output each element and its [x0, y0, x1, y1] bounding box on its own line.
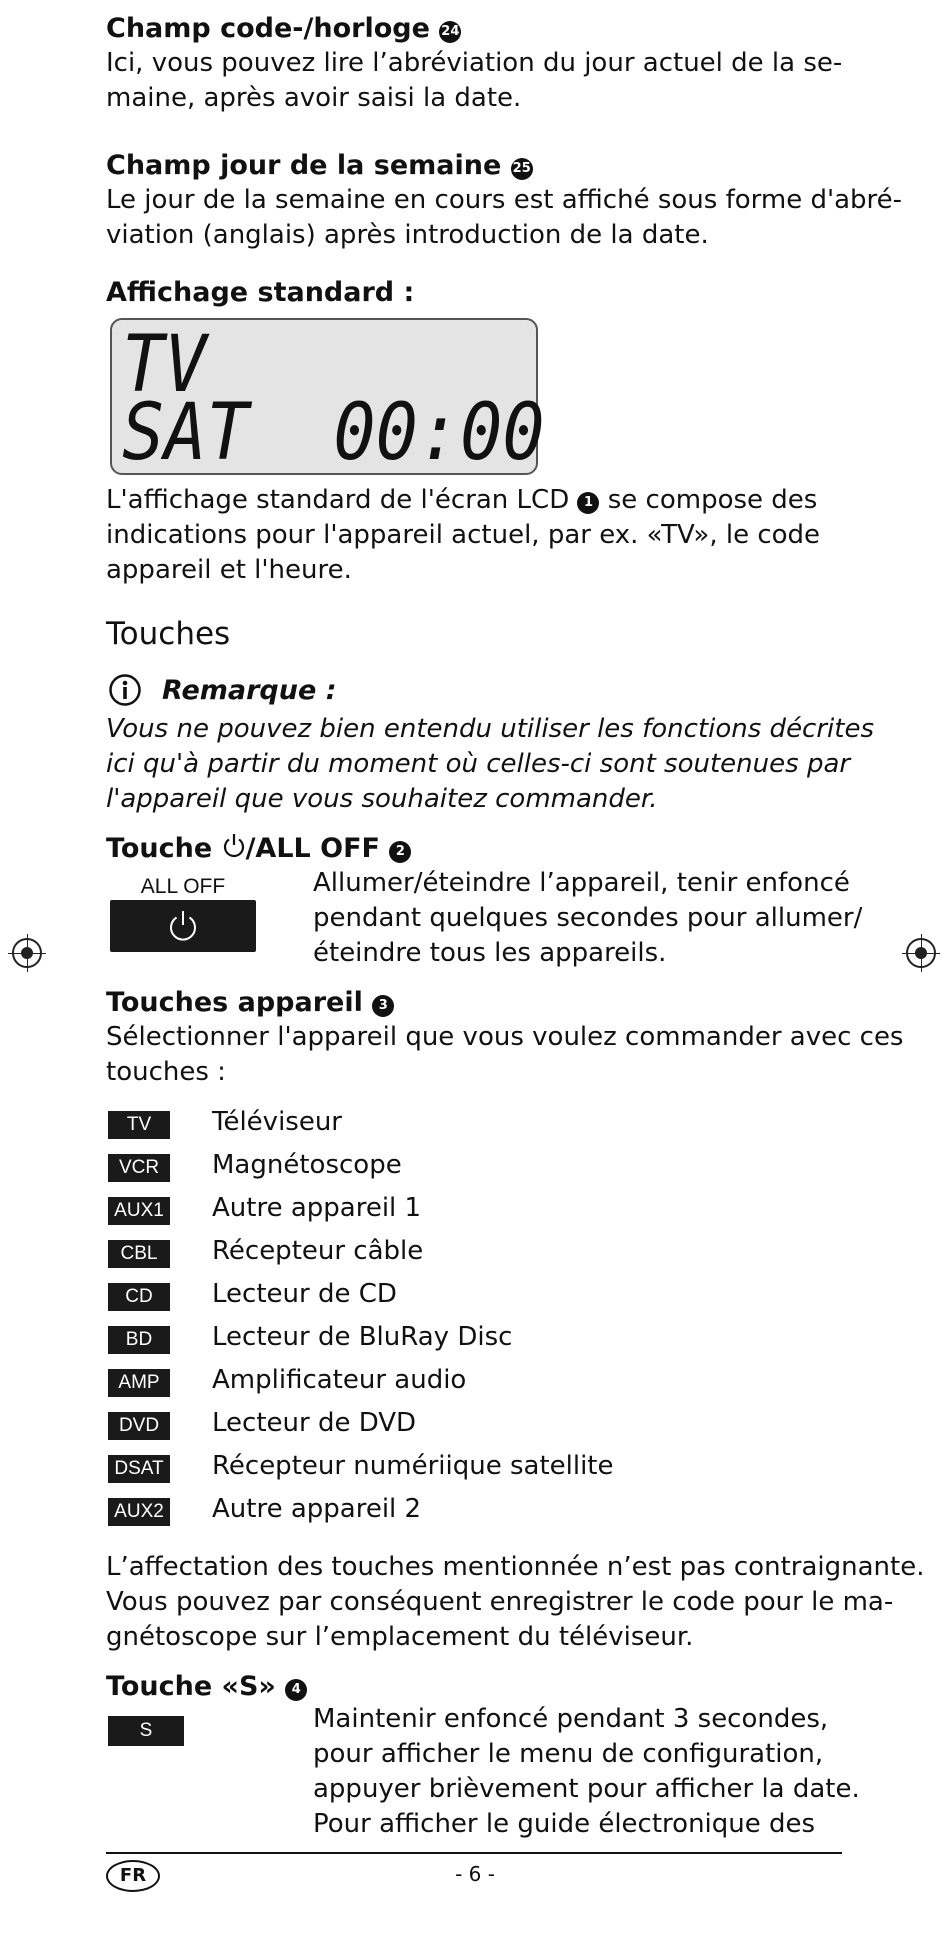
lcd-display [110, 318, 545, 478]
all-off-caption: ALL OFF [140, 875, 226, 898]
registration-mark-left [12, 938, 42, 968]
power-button-icon [167, 909, 199, 943]
cd-key[interactable]: CD [108, 1283, 170, 1311]
section-device-keys [106, 986, 903, 1090]
power-icon [222, 833, 246, 859]
registration-mark-right [906, 938, 936, 968]
power-text-3: éteindre tous les appareils. [313, 938, 667, 968]
device-label: Magnétoscope [212, 1150, 402, 1180]
text-standard-3: appareil et l'heure. [106, 555, 352, 585]
s-text-3: appuyer brièvement pour afficher la date. [313, 1774, 860, 1804]
marker-25: 25 [511, 158, 533, 180]
note-line-1: Vous ne pouvez bien entendu utiliser les fonctions décrites [106, 714, 875, 744]
lcd-line-device: TV [122, 320, 207, 410]
device-label: Récepteur câble [212, 1236, 424, 1266]
device-label: Lecteur de BluRay Disc [212, 1322, 513, 1352]
device-label: Lecteur de CD [212, 1279, 397, 1309]
marker-24: 24 [439, 21, 461, 43]
s-text-2: pour afficher le menu de configuration, [313, 1739, 824, 1769]
device-after-1: L’affectation des touches mentionnée n’est pas contraignante. [106, 1552, 925, 1582]
device-label: Amplificateur audio [212, 1365, 467, 1395]
all-off-button[interactable] [110, 900, 256, 952]
text-weekday-2: viation (anglais) après introduction de la date. [106, 220, 709, 250]
note-line-2: ici qu'à partir du moment où celles-ci sont soutenues par [106, 749, 851, 779]
note-title: Remarque : [162, 675, 337, 706]
device-label: Lecteur de DVD [212, 1408, 417, 1438]
device-intro-2: touches : [106, 1057, 226, 1087]
marker-3: 3 [372, 995, 394, 1017]
device-label: Téléviseur [212, 1107, 342, 1137]
heading-device-keys: Touches appareil 3 [106, 986, 903, 1020]
info-icon [108, 673, 142, 707]
aux1-key[interactable]: AUX1 [108, 1197, 170, 1225]
heading-s-key: Touche «S» 4 [106, 1670, 307, 1704]
marker-2: 2 [389, 841, 411, 863]
heading-power-key: Touche /ALL OFF 2 [106, 832, 411, 866]
power-text-2: pendant quelques secondes pour allumer/ [313, 903, 863, 933]
text-code-clock-1: Ici, vous pouvez lire l’abréviation du jour actuel de la se- [106, 48, 843, 78]
page-number: - 6 - [455, 1862, 495, 1886]
tv-key[interactable]: TV [108, 1111, 170, 1139]
text-code-clock-2: maine, après avoir saisi la date. [106, 83, 522, 113]
s-text-1: Maintenir enfoncé pendant 3 secondes, [313, 1704, 829, 1734]
device-label: Autre appareil 2 [212, 1494, 422, 1524]
marker-4: 4 [285, 1679, 307, 1701]
dsat-key[interactable]: DSAT [108, 1455, 170, 1483]
note-line-3: l'appareil que vous souhaitez commander. [106, 784, 658, 814]
marker-1: 1 [577, 492, 599, 514]
device-after-3: gnétoscope sur l’emplacement du téléviseur. [106, 1622, 694, 1652]
power-key-description [313, 866, 862, 971]
device-label: Récepteur numériique satellite [212, 1451, 614, 1481]
footer-divider [106, 1852, 842, 1854]
s-text-4: Pour afficher le guide électronique des [313, 1809, 816, 1839]
cbl-key[interactable]: CBL [108, 1240, 170, 1268]
bd-key[interactable]: BD [108, 1326, 170, 1354]
dvd-key[interactable]: DVD [108, 1412, 170, 1440]
device-keys-note [106, 1550, 924, 1655]
vcr-key[interactable]: VCR [108, 1154, 170, 1182]
section-weekday [106, 149, 902, 253]
language-badge: FR [106, 1860, 160, 1892]
heading-code-clock: Champ code-/horloge 24 [106, 13, 460, 44]
heading-weekday: Champ jour de la semaine 25 [106, 150, 531, 181]
s-key-button[interactable]: S [108, 1716, 184, 1746]
power-text-1: Allumer/éteindre l’appareil, tenir enfoncé [313, 868, 850, 898]
amp-key[interactable]: AMP [108, 1369, 170, 1397]
text-standard-1: L'affichage standard de l'écran LCD 1 se compose des [106, 485, 818, 515]
s-key-description [313, 1702, 860, 1842]
heading-standard-display: Affichage standard : [106, 277, 415, 308]
section-code-clock [106, 12, 842, 116]
standard-display-description [106, 483, 820, 588]
lcd-line-code-time: SAT 00:00 [122, 388, 545, 478]
text-weekday-1: Le jour de la semaine en cours est affiché sous forme d'abré- [106, 185, 903, 215]
section-title-keys: Touches [106, 616, 231, 652]
device-after-2: Vous pouvez par conséquent enregistrer le code pour le ma- [106, 1587, 894, 1617]
device-intro-1: Sélectionner l'appareil que vous voulez commander avec ces [106, 1022, 904, 1052]
text-standard-2: indications pour l'appareil actuel, par ex. «TV», le code [106, 520, 821, 550]
device-label: Autre appareil 1 [212, 1193, 422, 1223]
aux2-key[interactable]: AUX2 [108, 1498, 170, 1526]
note-block [106, 672, 874, 817]
